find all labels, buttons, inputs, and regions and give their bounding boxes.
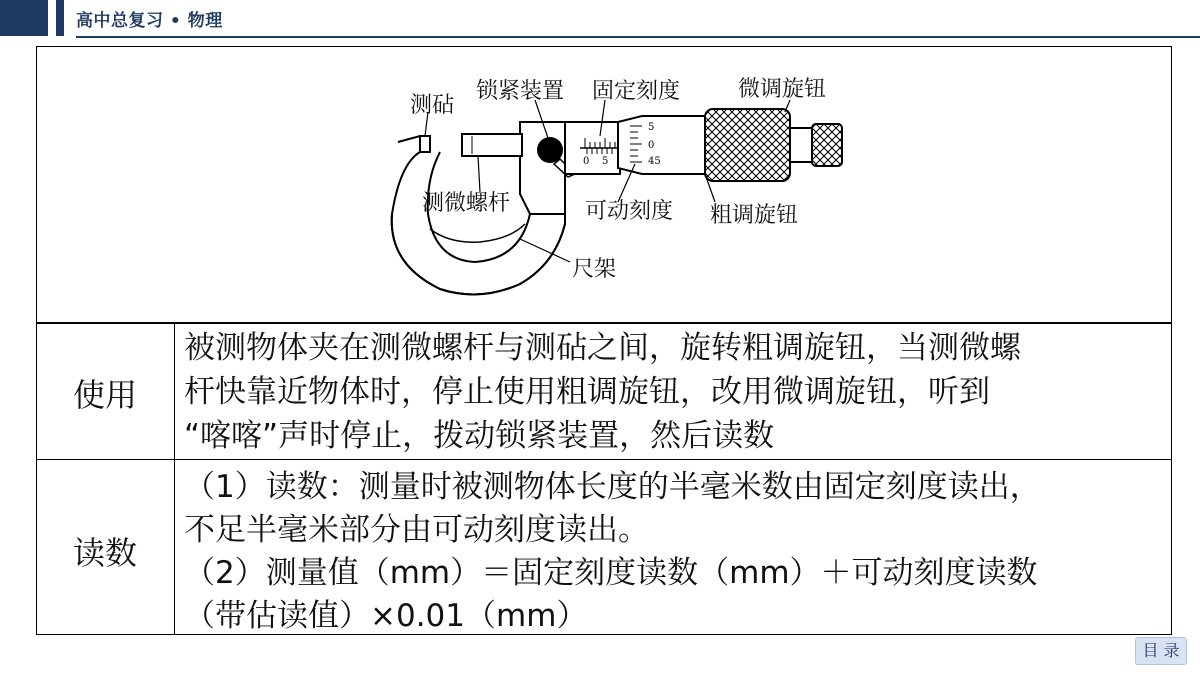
label-spindle: 测微螺杆 — [422, 191, 511, 216]
usage-line: 被测物体夹在测微螺杆与测砧之间，旋转粗调旋钮，当测微螺 — [184, 330, 1021, 366]
reading-line: （1）读数：测量时被测物体长度的半毫米数由固定刻度读出， — [184, 469, 1041, 505]
label-movable-scale: 可动刻度 — [585, 199, 674, 224]
page-title: 高中总复习 • 物理 — [76, 11, 223, 31]
micrometer-diagram — [380, 64, 860, 314]
reading-line: 不足半毫米部分由可动刻度读出。 — [184, 512, 649, 548]
label-fine-knob: 微调旋钮 — [738, 77, 827, 102]
label-fixed-scale: 固定刻度 — [592, 79, 681, 104]
table-divider-rows — [36, 459, 1172, 460]
thimble-scale-45: 45 — [648, 156, 661, 167]
fixed-scale-0: 0 — [583, 156, 590, 167]
reading-description — [184, 466, 1164, 638]
reading-line: （带估读值）×0.01（mm） — [184, 598, 588, 634]
reading-line: （2）测量值（mm）＝固定刻度读数（mm）＋可动刻度读数 — [184, 555, 1038, 591]
table-of-contents-button[interactable]: 目 录 — [1135, 637, 1187, 665]
label-anvil: 测砧 — [410, 93, 455, 118]
thimble-scale-5: 5 — [648, 122, 655, 133]
label-lock-device: 锁紧装置 — [476, 79, 565, 104]
label-coarse-knob: 粗调旋钮 — [710, 203, 799, 228]
thimble-scale-0: 0 — [648, 140, 655, 151]
usage-description — [184, 326, 1164, 458]
fixed-scale-5: 5 — [602, 156, 609, 167]
table-column-divider — [174, 322, 175, 635]
row-label-usage: 使用 — [72, 376, 137, 414]
usage-line: “喀喀”声时停止，拨动锁紧装置，然后读数 — [184, 418, 775, 454]
header-bar-block — [0, 0, 48, 36]
header-underline — [76, 36, 1200, 38]
label-frame: 尺架 — [572, 257, 617, 282]
table-divider-diagram — [36, 322, 1172, 324]
header-bar-accent — [56, 0, 64, 36]
row-label-reading: 读数 — [72, 534, 137, 572]
usage-line: 杆快靠近物体时，停止使用粗调旋钮，改用微调旋钮，听到 — [184, 374, 990, 410]
